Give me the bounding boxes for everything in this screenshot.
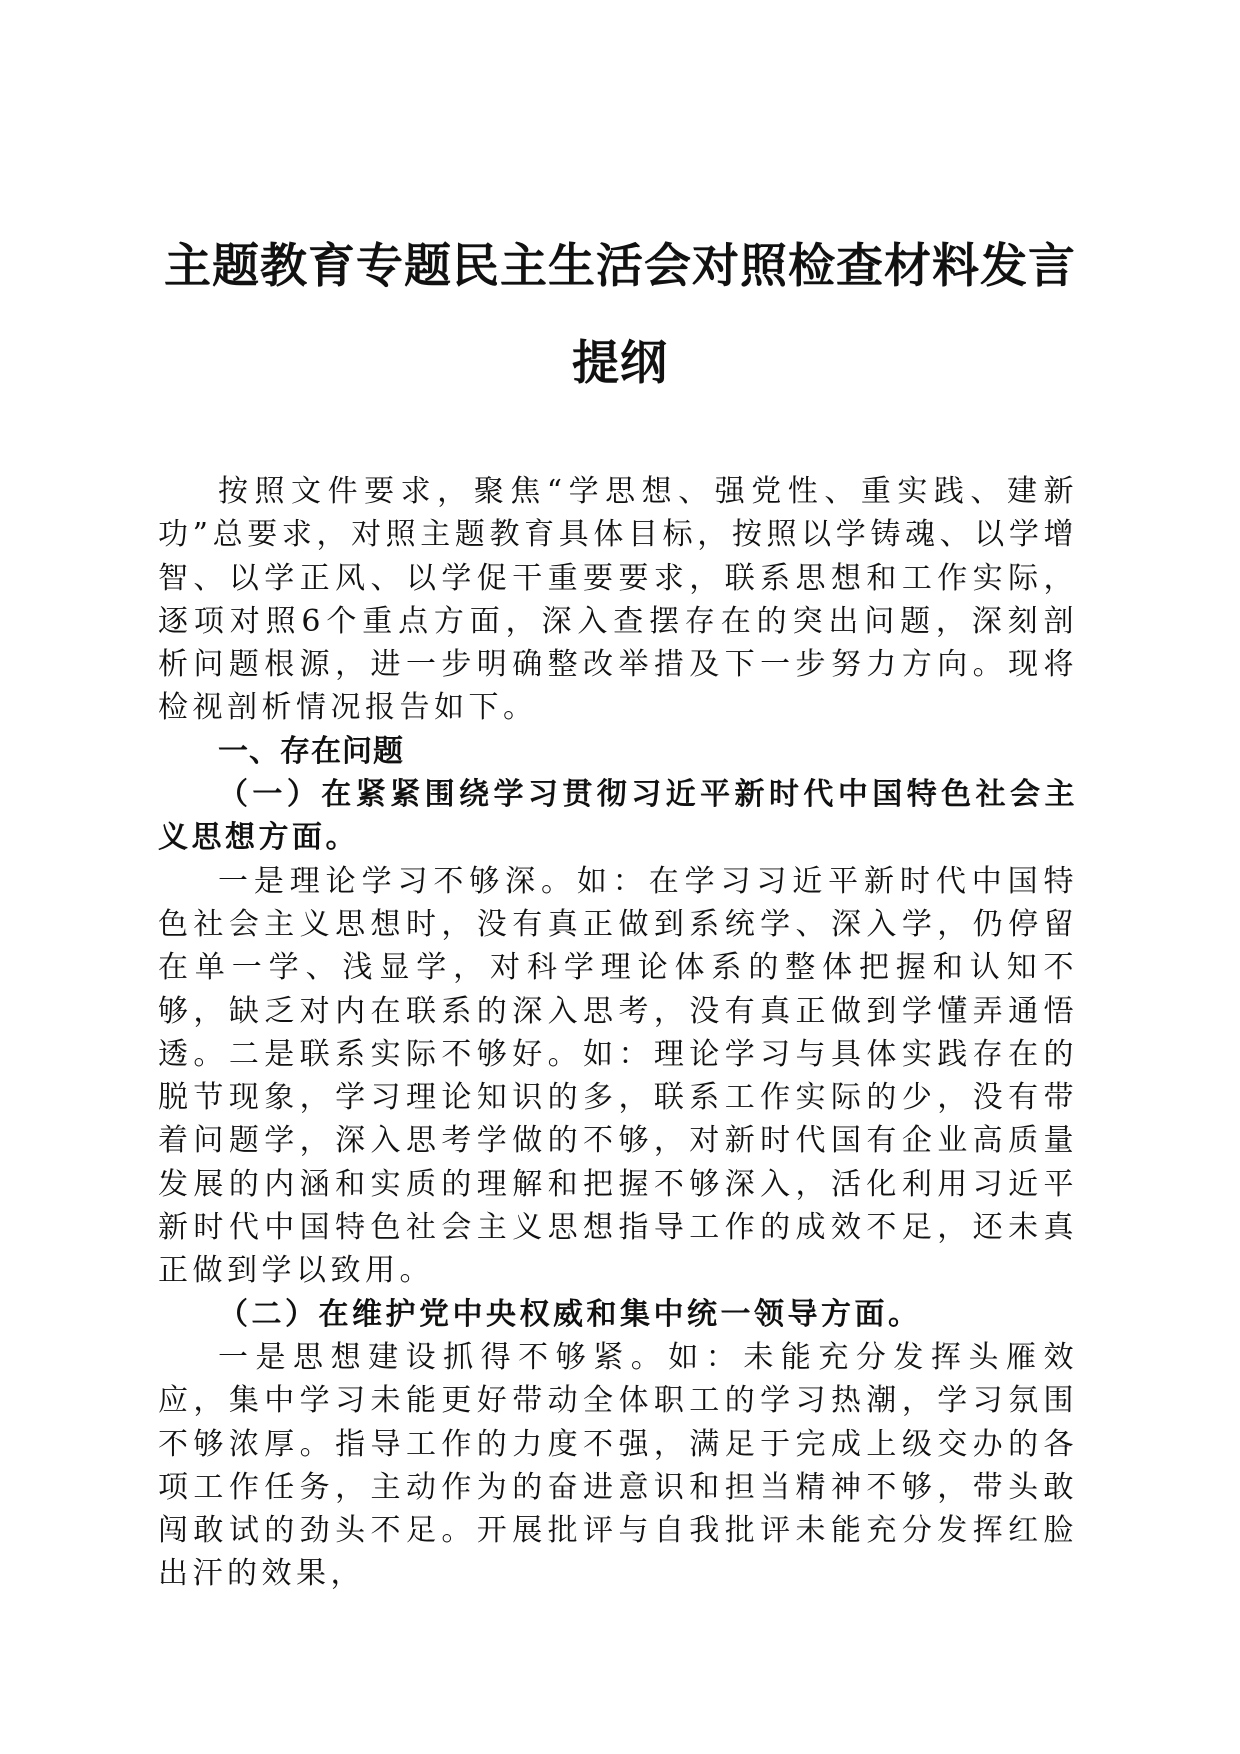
subsection-heading-2: （二）在维护党中央权威和集中统一领导方面。 xyxy=(218,1296,922,1332)
document-title: 主题教育专题民主生活会对照检查材料发言提纲 xyxy=(164,239,1076,391)
subsection-heading-1: （一）在紧紧围绕学习贯彻习近平新时代中国特色社会主义思想方面。 xyxy=(158,777,1078,856)
intro-paragraph: 按照文件要求，聚焦“学思想、强党性、重实践、建新功”总要求，对照主题教育具体目标，按照以学铸魂、以学增智、以学正风、以学促干重要要求，联系思想和工作实际，逐项对照6个重点方面，深入查摆存在的突出问题，深刻剖析问题根源，进一步明确整改举措及下一步努力方向。现将检视剖析情况报告如下。 xyxy=(158,474,1078,726)
subsection-paragraph-2: 一是思想建设抓得不够紧。如：未能充分发挥头雁效应，集中学习未能更好带动全体职工的学习热潮，学习氛围不够浓厚。指导工作的力度不强，满足于完成上级交办的各项工作任务，主动作为的奋进意识和担当精神不够，带头敢闯敢试的劲头不足。开展批评与自我批评未能充分发挥红脸出汗的效果， xyxy=(158,1339,1078,1592)
section-heading-problems: 一、存在问题 xyxy=(218,733,404,769)
document-body xyxy=(158,470,1078,1596)
subsection-paragraph-1: 一是理论学习不够深。如：在学习习近平新时代中国特色社会主义思想时，没有真正做到系统学、深入学，仍停留在单一学、浅显学，对科学理论体系的整体把握和认知不够，缺乏对内在联系的深入思考，没有真正做到学懂弄通悟透。二是联系实际不够好。如：理论学习与具体实践存在的脱节现象，学习理论知识的多，联系工作实际的少，没有带着问题学，深入思考学做的不够，对新时代国有企业高质量发展的内涵和实质的理解和把握不够深入，活化利用习近平新时代中国特色社会主义思想指导工作的成效不足，还未真正做到学以致用。 xyxy=(158,863,1078,1289)
